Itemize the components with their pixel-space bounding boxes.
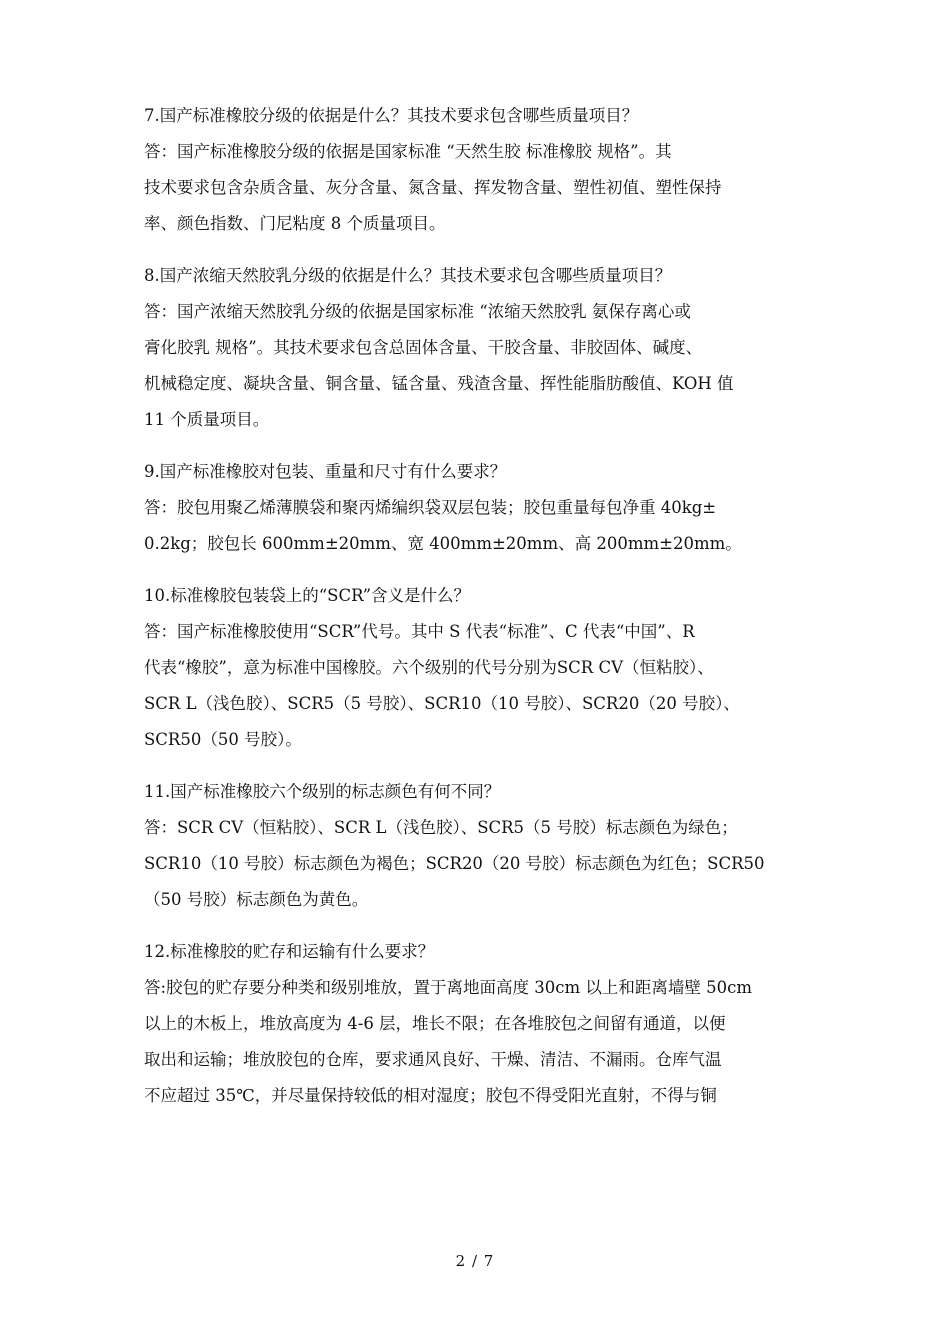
answer-line: SCR10（10 号胶）标志颜色为褐色；SCR20（20 号胶）标志颜色为红色；SCR50	[144, 854, 765, 873]
answer-line: 答：SCR CV（恒粘胶）、SCR L（浅色胶）、SCR5（5 号胶）标志颜色为绿色；	[144, 818, 738, 837]
answer-line: 0.2kg；胶包长 600mm±20mm、宽 400mm±20mm、高 200mm±20mm。	[144, 534, 742, 553]
answer-line: 答：国产标准橡胶使用“SCR”代号。其中 S 代表“标准”、C 代表“中国”、R	[144, 622, 695, 641]
answer-line: 答：胶包用聚乙烯薄膜袋和聚丙烯编织袋双层包装；胶包重量每包净重 40kg±	[144, 498, 717, 517]
qa-item-7	[144, 98, 824, 242]
question-9: 9.国产标准橡胶对包装、重量和尺寸有什么要求？	[144, 462, 507, 481]
document-body	[144, 98, 824, 1130]
page-number: 2 / 7	[455, 1252, 495, 1270]
answer-line: 机械稳定度、凝块含量、铜含量、锰含量、残渣含量、挥性能脂肪酸值、KOH 值	[144, 374, 734, 393]
answer-line: 膏化胶乳 规格”。其技术要求包含总固体含量、干胶含量、非胶固体、碱度、	[144, 338, 703, 357]
qa-item-12	[144, 934, 824, 1114]
answer-line: 不应超过 35℃，并尽量保持较低的相对湿度；胶包不得受阳光直射，不得与铜	[144, 1086, 717, 1105]
answer-line: 答：国产标准橡胶分级的依据是国家标准 “天然生胶 标准橡胶 规格”。其	[144, 142, 672, 161]
answer-line: 技术要求包含杂质含量、灰分含量、氮含量、挥发物含量、塑性初值、塑性保持	[144, 178, 722, 197]
answer-line: 以上的木板上，堆放高度为 4-6 层，堆长不限；在各堆胶包之间留有通道，以便	[144, 1014, 726, 1033]
answer-line: 答:胶包的贮存要分种类和级别堆放，置于离地面高度 30cm 以上和距离墙壁 50cm	[144, 978, 753, 997]
answer-line: 代表“橡胶”，意为标准中国橡胶。六个级别的代号分别为SCR CV（恒粘胶）、	[144, 658, 714, 677]
answer-line: 11 个质量项目。	[144, 410, 270, 429]
qa-item-9	[144, 454, 824, 562]
question-11: 11.国产标准橡胶六个级别的标志颜色有何不同？	[144, 782, 501, 801]
question-7: 7.国产标准橡胶分级的依据是什么？其技术要求包含哪些质量项目？	[144, 106, 639, 125]
answer-line: 答：国产浓缩天然胶乳分级的依据是国家标准 “浓缩天然胶乳 氨保存离心或	[144, 302, 691, 321]
answer-line: SCR50（50 号胶）。	[144, 730, 302, 749]
question-12: 12.标准橡胶的贮存和运输有什么要求？	[144, 942, 435, 961]
qa-item-11	[144, 774, 824, 918]
answer-line: 取出和运输；堆放胶包的仓库，要求通风良好、干燥、清洁、不漏雨。仓库气温	[144, 1050, 722, 1069]
qa-item-10	[144, 578, 824, 758]
question-8: 8.国产浓缩天然胶乳分级的依据是什么？其技术要求包含哪些质量项目？	[144, 266, 672, 285]
answer-line: （50 号胶）标志颜色为黄色。	[144, 890, 369, 909]
answer-line: SCR L（浅色胶）、SCR5（5 号胶）、SCR10（10 号胶）、SCR20（20 号胶）、	[144, 694, 740, 713]
answer-line: 率、颜色指数、门尼粘度 8 个质量项目。	[144, 214, 446, 233]
question-10: 10.标准橡胶包装袋上的“SCR”含义是什么？	[144, 586, 471, 605]
qa-item-8	[144, 258, 824, 438]
